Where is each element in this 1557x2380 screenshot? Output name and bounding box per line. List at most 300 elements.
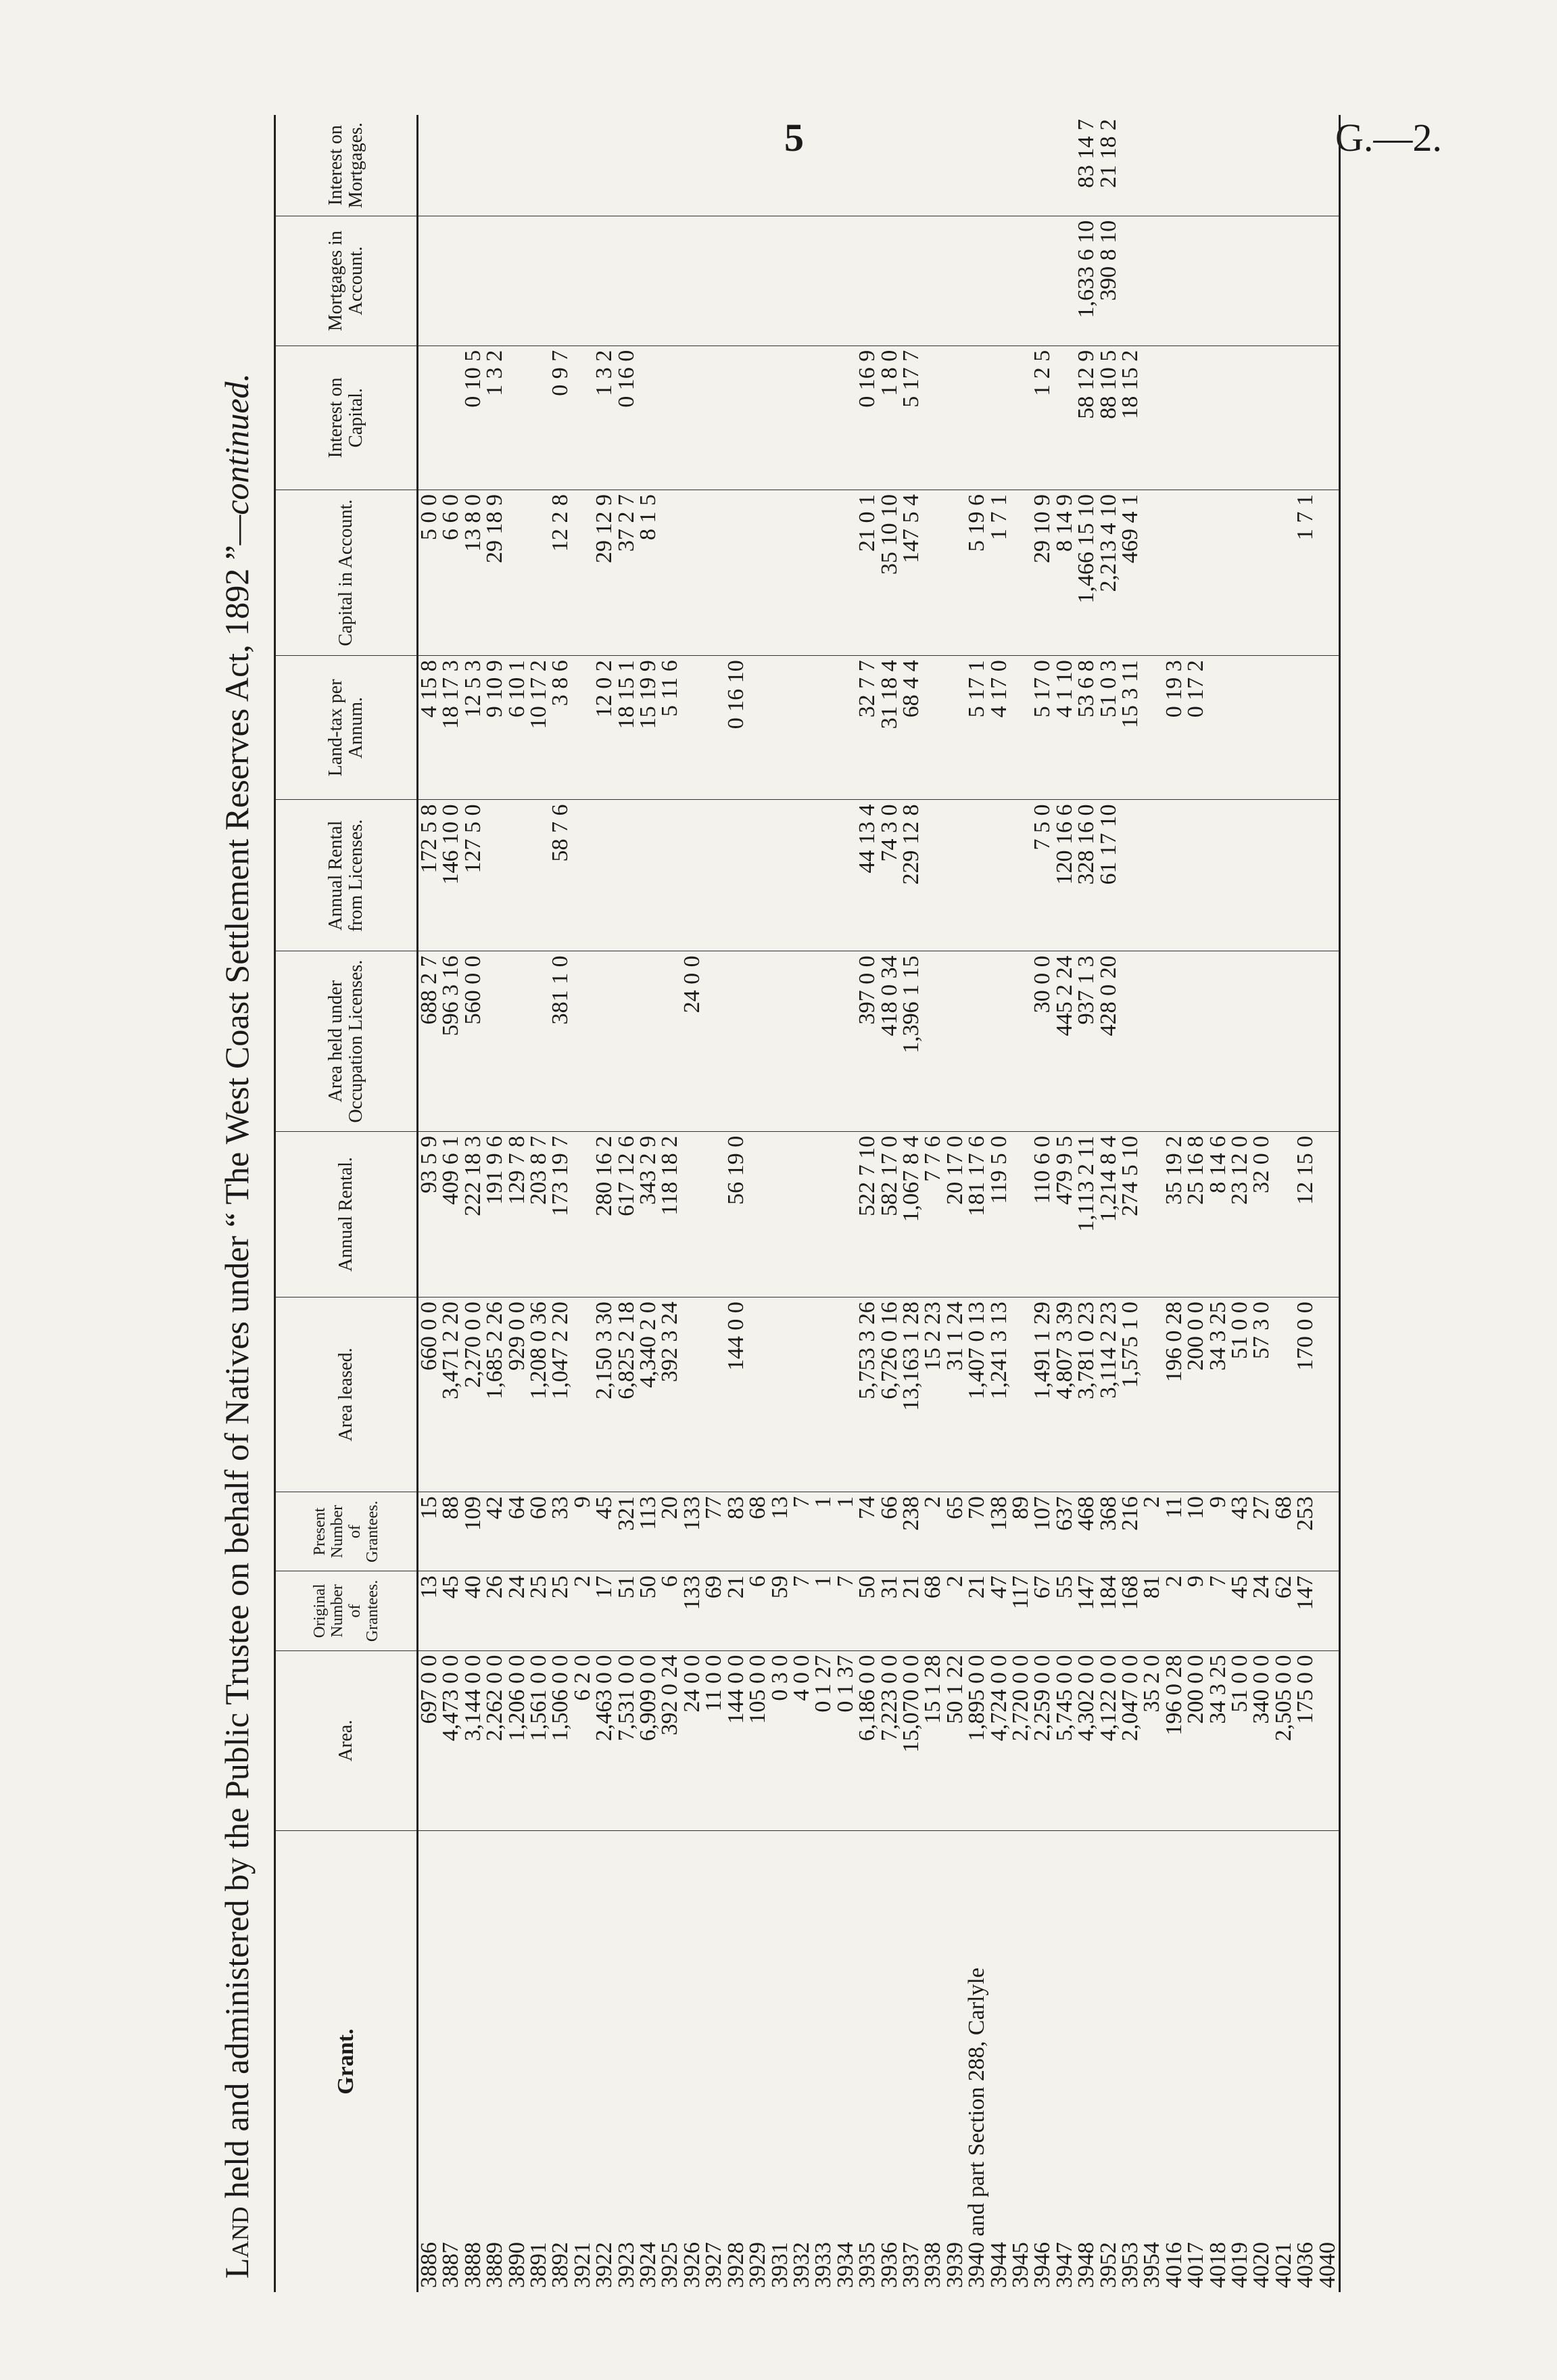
cell-area: 105 0 0: [747, 1650, 769, 1831]
cell-cap: [1273, 490, 1295, 656]
cell-icap: [944, 346, 966, 490]
cell-icap: 0 10 5: [462, 346, 484, 490]
cell-orig: 7: [791, 1571, 813, 1650]
cell-cap: [922, 490, 944, 656]
header-present-grantees: Present Number of Grantees.: [275, 1492, 418, 1571]
cell-rental: 522 7 10: [857, 1131, 878, 1297]
cell-occ: [1185, 951, 1207, 1132]
cell-cap: [703, 490, 725, 656]
cell-imort: [1032, 115, 1053, 216]
table-row: [440, 115, 462, 2292]
cell-mort: [966, 216, 988, 346]
table-row: [550, 115, 571, 2292]
cell-leased: [769, 1298, 791, 1492]
cell-imort: [747, 115, 769, 216]
cell-orig: 26: [484, 1571, 506, 1650]
cell-orig: 45: [1229, 1571, 1251, 1650]
cell-lic: 74 3 0: [879, 800, 901, 951]
cell-orig: 67: [1032, 1571, 1053, 1650]
cell-mort: [1295, 216, 1316, 346]
cell-occ: [594, 951, 615, 1132]
cell-occ: [1141, 951, 1163, 1132]
header-original-grantees: Original Number of Grantees.: [275, 1571, 418, 1650]
cell-mort: [988, 216, 1010, 346]
table-body: [418, 115, 1340, 2292]
cell-area: 35 2 0: [1141, 1650, 1163, 1831]
cell-tax: 0 16 10: [725, 656, 747, 800]
document-reference: G.—2.: [1335, 116, 1442, 160]
table-row: [462, 115, 484, 2292]
cell-imort: [418, 115, 441, 216]
cell-imort: [1317, 115, 1340, 216]
cell-grant: 3929: [745, 2242, 771, 2288]
cell-lic: [988, 800, 1010, 951]
cell-tax: [1295, 656, 1316, 800]
cell-leased: 3,471 2 20: [440, 1298, 462, 1492]
cell-lic: [1273, 800, 1295, 951]
cell-leased: [1317, 1298, 1340, 1492]
cell-mort: [638, 216, 659, 346]
table-row: [769, 115, 791, 2292]
cell-occ: [1207, 951, 1229, 1132]
cell-lic: [572, 800, 594, 951]
cell-orig: 68: [922, 1571, 944, 1650]
header-annual-rental: Annual Rental.: [275, 1131, 418, 1297]
cell-pres: 133: [681, 1492, 703, 1571]
cell-orig: 40: [462, 1571, 484, 1650]
cell-pres: 74: [857, 1492, 878, 1571]
cell-icap: [1251, 346, 1272, 490]
cell-pres: 42: [484, 1492, 506, 1571]
cell-area: 2,463 0 0: [594, 1650, 615, 1831]
cell-icap: [769, 346, 791, 490]
cell-pres: 88: [440, 1492, 462, 1571]
cell-lic: [944, 800, 966, 951]
cell-occ: 418 0 34: [879, 951, 901, 1132]
cell-cap: 29 18 9: [484, 490, 506, 656]
reserves-table: [274, 115, 1341, 2292]
cell-icap: [835, 346, 857, 490]
cell-icap: [813, 346, 834, 490]
cell-grant: 4016: [1161, 2242, 1187, 2288]
cell-occ: [922, 951, 944, 1132]
cell-area: 15,070 0 0: [901, 1650, 922, 1831]
header-area-leased: Area leased.: [275, 1298, 418, 1492]
cell-tax: 5 17 0: [1032, 656, 1053, 800]
cell-rental: 280 16 2: [594, 1131, 615, 1297]
cell-orig: 7: [835, 1571, 857, 1650]
cell-imort: [1010, 115, 1032, 216]
table-row: [1207, 115, 1229, 2292]
cell-leased: [747, 1298, 769, 1492]
cell-cap: 29 12 9: [594, 490, 615, 656]
cell-tax: 5 17 1: [966, 656, 988, 800]
header-grant: Grant.: [275, 1831, 418, 2292]
cell-mort: [1229, 216, 1251, 346]
cell-grant: 3924: [636, 2242, 661, 2288]
cell-pres: 138: [988, 1492, 1010, 1571]
cell-icap: [1317, 346, 1340, 490]
cell-grant: 3923: [613, 2242, 639, 2288]
cell-area: 34 3 25: [1207, 1650, 1229, 1831]
cell-imort: [681, 115, 703, 216]
cell-mort: [462, 216, 484, 346]
table-row: [901, 115, 922, 2292]
cell-leased: [703, 1298, 725, 1492]
table-row: [1032, 115, 1053, 2292]
cell-area: 6,186 0 0: [857, 1650, 878, 1831]
cell-mort: [725, 216, 747, 346]
cell-rental: [703, 1131, 725, 1297]
cell-icap: [506, 346, 528, 490]
cell-orig: 21: [966, 1571, 988, 1650]
cell-cap: [835, 490, 857, 656]
cell-cap: 12 2 8: [550, 490, 571, 656]
cell-pres: 20: [659, 1492, 681, 1571]
cell-orig: [1317, 1571, 1340, 1650]
table-row: [484, 115, 506, 2292]
cell-occ: [1229, 951, 1251, 1132]
table-row: [944, 115, 966, 2292]
cell-leased: [681, 1298, 703, 1492]
cell-imort: [813, 115, 834, 216]
cell-imort: [1185, 115, 1207, 216]
cell-lic: [1141, 800, 1163, 951]
cell-leased: 170 0 0: [1295, 1298, 1316, 1492]
table-row: [1185, 115, 1207, 2292]
cell-orig: 24: [506, 1571, 528, 1650]
cell-rental: 23 12 0: [1229, 1131, 1251, 1297]
cell-pres: 368: [1098, 1492, 1120, 1571]
cell-area: 144 0 0: [725, 1650, 747, 1831]
cell-rental: 181 17 6: [966, 1131, 988, 1297]
cell-leased: [813, 1298, 834, 1492]
cell-rental: 582 17 0: [879, 1131, 901, 1297]
cell-rental: 20 17 0: [944, 1131, 966, 1297]
cell-area: 3,144 0 0: [462, 1650, 484, 1831]
cell-area: 7,531 0 0: [616, 1650, 638, 1831]
cell-icap: [966, 346, 988, 490]
cell-rental: 203 8 7: [528, 1131, 550, 1297]
cell-imort: [835, 115, 857, 216]
cell-mort: [550, 216, 571, 346]
cell-occ: [1120, 951, 1141, 1132]
cell-tax: 4 1 10: [1054, 656, 1076, 800]
cell-cap: [1317, 490, 1340, 656]
cell-cap: [528, 490, 550, 656]
cell-tax: [1010, 656, 1032, 800]
cell-lic: [1317, 800, 1340, 951]
table-row: [879, 115, 901, 2292]
cell-area: 2,262 0 0: [484, 1650, 506, 1831]
cell-orig: 133: [681, 1571, 703, 1650]
cell-icap: [1164, 346, 1185, 490]
cell-tax: 12 0 2: [594, 656, 615, 800]
cell-orig: 1: [813, 1571, 834, 1650]
cell-grant: 3932: [788, 2242, 814, 2288]
cell-leased: 144 0 0: [725, 1298, 747, 1492]
cell-orig: 184: [1098, 1571, 1120, 1650]
cell-leased: 196 0 28: [1164, 1298, 1185, 1492]
cell-pres: 637: [1054, 1492, 1076, 1571]
cell-mort: [1273, 216, 1295, 346]
cell-tax: [1207, 656, 1229, 800]
cell-cap: [1010, 490, 1032, 656]
cell-lic: [1120, 800, 1141, 951]
cell-pres: 60: [528, 1492, 550, 1571]
table-row: [857, 115, 878, 2292]
cell-area: 175 0 0: [1295, 1650, 1316, 1831]
cell-tax: [944, 656, 966, 800]
cell-area: 4,724 0 0: [988, 1650, 1010, 1831]
cell-occ: [791, 951, 813, 1132]
cell-icap: 18 15 2: [1120, 346, 1141, 490]
cell-area: 5,745 0 0: [1054, 1650, 1076, 1831]
cell-mort: [681, 216, 703, 346]
cell-cap: 8 14 9: [1054, 490, 1076, 656]
cell-occ: 560 0 0: [462, 951, 484, 1132]
cell-occ: [659, 951, 681, 1132]
cell-leased: [572, 1298, 594, 1492]
cell-pres: 89: [1010, 1492, 1032, 1571]
cell-occ: [966, 951, 988, 1132]
table-row: [1317, 115, 1340, 2292]
cell-occ: 1,396 1 15: [901, 951, 922, 1132]
header-capital: Capital in Account.: [275, 490, 418, 656]
cell-leased: [835, 1298, 857, 1492]
cell-cap: 2,213 4 10: [1098, 490, 1120, 656]
cell-imort: [1207, 115, 1229, 216]
cell-icap: [1229, 346, 1251, 490]
cell-occ: 937 1 3: [1076, 951, 1097, 1132]
cell-cap: [944, 490, 966, 656]
cell-grant: 3889: [482, 2242, 508, 2288]
cell-cap: 29 10 9: [1032, 490, 1053, 656]
table-row: [638, 115, 659, 2292]
cell-icap: [725, 346, 747, 490]
cell-cap: [1251, 490, 1272, 656]
cell-occ: 381 1 0: [550, 951, 571, 1132]
cell-leased: 5,753 3 26: [857, 1298, 878, 1492]
table-row: [725, 115, 747, 2292]
cell-occ: [616, 951, 638, 1132]
cell-occ: [747, 951, 769, 1132]
cell-grant: 3939: [942, 2242, 967, 2288]
cell-area: 24 0 0: [681, 1650, 703, 1831]
cell-rental: 32 0 0: [1251, 1131, 1272, 1297]
cell-imort: [966, 115, 988, 216]
cell-leased: [1273, 1298, 1295, 1492]
cell-grant: 3938: [920, 2242, 946, 2288]
cell-grant: 3952: [1095, 2242, 1121, 2288]
cell-tax: [1229, 656, 1251, 800]
cell-occ: 688 2 7: [418, 951, 441, 1132]
cell-leased: 4,340 2 0: [638, 1298, 659, 1492]
cell-pres: 13: [769, 1492, 791, 1571]
table-row: [1141, 115, 1163, 2292]
cell-occ: 24 0 0: [681, 951, 703, 1132]
cell-lic: 61 17 10: [1098, 800, 1120, 951]
header-occupation-area: Area held under Occupation Licenses.: [275, 951, 418, 1132]
cell-leased: 1,685 2 26: [484, 1298, 506, 1492]
cell-occ: [703, 951, 725, 1132]
cell-mort: [703, 216, 725, 346]
cell-orig: 6: [747, 1571, 769, 1650]
cell-leased: 51 0 0: [1229, 1298, 1251, 1492]
cell-grant: 3931: [767, 2242, 792, 2288]
cell-icap: [440, 346, 462, 490]
cell-occ: 30 0 0: [1032, 951, 1053, 1132]
cell-rental: [1010, 1131, 1032, 1297]
cell-tax: 10 17 2: [528, 656, 550, 800]
cell-imort: [879, 115, 901, 216]
cell-pres: 9: [572, 1492, 594, 1571]
cell-mort: [594, 216, 615, 346]
cell-rental: 1,067 8 4: [901, 1131, 922, 1297]
cell-leased: 2,150 3 30: [594, 1298, 615, 1492]
cell-grant: 3887: [438, 2242, 464, 2288]
cell-rental: [813, 1131, 834, 1297]
cell-orig: 117: [1010, 1571, 1032, 1650]
cell-orig: 147: [1295, 1571, 1316, 1650]
cell-leased: 200 0 0: [1185, 1298, 1207, 1492]
cell-cap: [1207, 490, 1229, 656]
cell-lic: [1164, 800, 1185, 951]
cell-imort: [725, 115, 747, 216]
table-row: [988, 115, 1010, 2292]
cell-grant: 3946: [1030, 2242, 1055, 2288]
cell-orig: 55: [1054, 1571, 1076, 1650]
cell-occ: [506, 951, 528, 1132]
cell-occ: [572, 951, 594, 1132]
cell-pres: 253: [1295, 1492, 1316, 1571]
cell-occ: [813, 951, 834, 1132]
cell-occ: [638, 951, 659, 1132]
cell-cap: 5 0 0: [418, 490, 441, 656]
cell-mort: [1120, 216, 1141, 346]
cell-imort: [484, 115, 506, 216]
cell-grant: 4018: [1205, 2242, 1230, 2288]
cell-orig: 13: [418, 1571, 441, 1650]
cell-area: 200 0 0: [1185, 1650, 1207, 1831]
cell-cap: 35 10 10: [879, 490, 901, 656]
cell-tax: [1141, 656, 1163, 800]
cell-icap: [1010, 346, 1032, 490]
cell-icap: [1295, 346, 1316, 490]
cell-mort: [901, 216, 922, 346]
cell-imort: [703, 115, 725, 216]
cell-imort: [638, 115, 659, 216]
table-row: [616, 115, 638, 2292]
cell-grant: 4020: [1249, 2242, 1274, 2288]
cell-orig: 17: [594, 1571, 615, 1650]
cell-icap: 5 17 7: [901, 346, 922, 490]
cell-cap: 37 2 7: [616, 490, 638, 656]
cell-pres: 43: [1229, 1492, 1251, 1571]
cell-pres: 45: [594, 1492, 615, 1571]
cell-tax: 0 17 2: [1185, 656, 1207, 800]
cell-icap: [703, 346, 725, 490]
cell-area: 0 1 37: [835, 1650, 857, 1831]
cell-mort: [813, 216, 834, 346]
cell-cap: 147 5 4: [901, 490, 922, 656]
cell-rental: 617 12 6: [616, 1131, 638, 1297]
title-suffix: —continued.: [218, 373, 256, 546]
cell-leased: 4,807 3 39: [1054, 1298, 1076, 1492]
cell-grant: 3953: [1118, 2242, 1143, 2288]
cell-cap: [769, 490, 791, 656]
cell-mort: [506, 216, 528, 346]
cell-tax: [1273, 656, 1295, 800]
cell-mort: [922, 216, 944, 346]
cell-mort: [747, 216, 769, 346]
cell-leased: [1010, 1298, 1032, 1492]
cell-pres: 109: [462, 1492, 484, 1571]
cell-lic: [659, 800, 681, 951]
cell-grant: 3933: [811, 2242, 836, 2288]
cell-rental: 222 18 3: [462, 1131, 484, 1297]
cell-tax: 3 8 6: [550, 656, 571, 800]
cell-pres: 27: [1251, 1492, 1272, 1571]
table-row: [835, 115, 857, 2292]
cell-imort: 21 18 2: [1098, 115, 1120, 216]
table-row: [1164, 115, 1185, 2292]
cell-rental: [1141, 1131, 1163, 1297]
cell-grant: 3935: [855, 2242, 880, 2288]
cell-mort: [1141, 216, 1163, 346]
cell-grant: 3891: [526, 2242, 552, 2288]
cell-icap: [1054, 346, 1076, 490]
cell-lic: 328 16 0: [1076, 800, 1097, 951]
cell-grant: 3925: [657, 2242, 683, 2288]
cell-tax: 12 5 3: [462, 656, 484, 800]
cell-pres: 33: [550, 1492, 571, 1571]
cell-tax: 5 11 6: [659, 656, 681, 800]
cell-pres: 15: [418, 1492, 441, 1571]
cell-grant: 3934: [832, 2242, 858, 2288]
cell-rental: 119 5 0: [988, 1131, 1010, 1297]
cell-orig: 59: [769, 1571, 791, 1650]
cell-cap: 13 8 0: [462, 490, 484, 656]
cell-grant: 3954: [1139, 2242, 1165, 2288]
cell-leased: 2,270 0 0: [462, 1298, 484, 1492]
header-mortgages: Mortgages in Account.: [275, 216, 418, 346]
cell-grant: 3926: [679, 2242, 704, 2288]
cell-mort: [1164, 216, 1185, 346]
cell-imort: [1251, 115, 1272, 216]
cell-imort: 83 14 7: [1076, 115, 1097, 216]
cell-pres: 77: [703, 1492, 725, 1571]
cell-lic: [813, 800, 834, 951]
cell-mort: [484, 216, 506, 346]
cell-tax: [1317, 656, 1340, 800]
table-row: [418, 115, 441, 2292]
cell-lic: [835, 800, 857, 951]
cell-mort: [1251, 216, 1272, 346]
header-row: [275, 115, 418, 2292]
cell-occ: 445 2 24: [1054, 951, 1076, 1132]
cell-leased: [1141, 1298, 1163, 1492]
cell-mort: [791, 216, 813, 346]
cell-area: 4,122 0 0: [1098, 1650, 1120, 1831]
table-row: [506, 115, 528, 2292]
cell-grant: 4017: [1183, 2242, 1209, 2288]
cell-cap: [572, 490, 594, 656]
cell-icap: [747, 346, 769, 490]
cell-lic: [1010, 800, 1032, 951]
cell-rental: [681, 1131, 703, 1297]
cell-pres: 2: [922, 1492, 944, 1571]
